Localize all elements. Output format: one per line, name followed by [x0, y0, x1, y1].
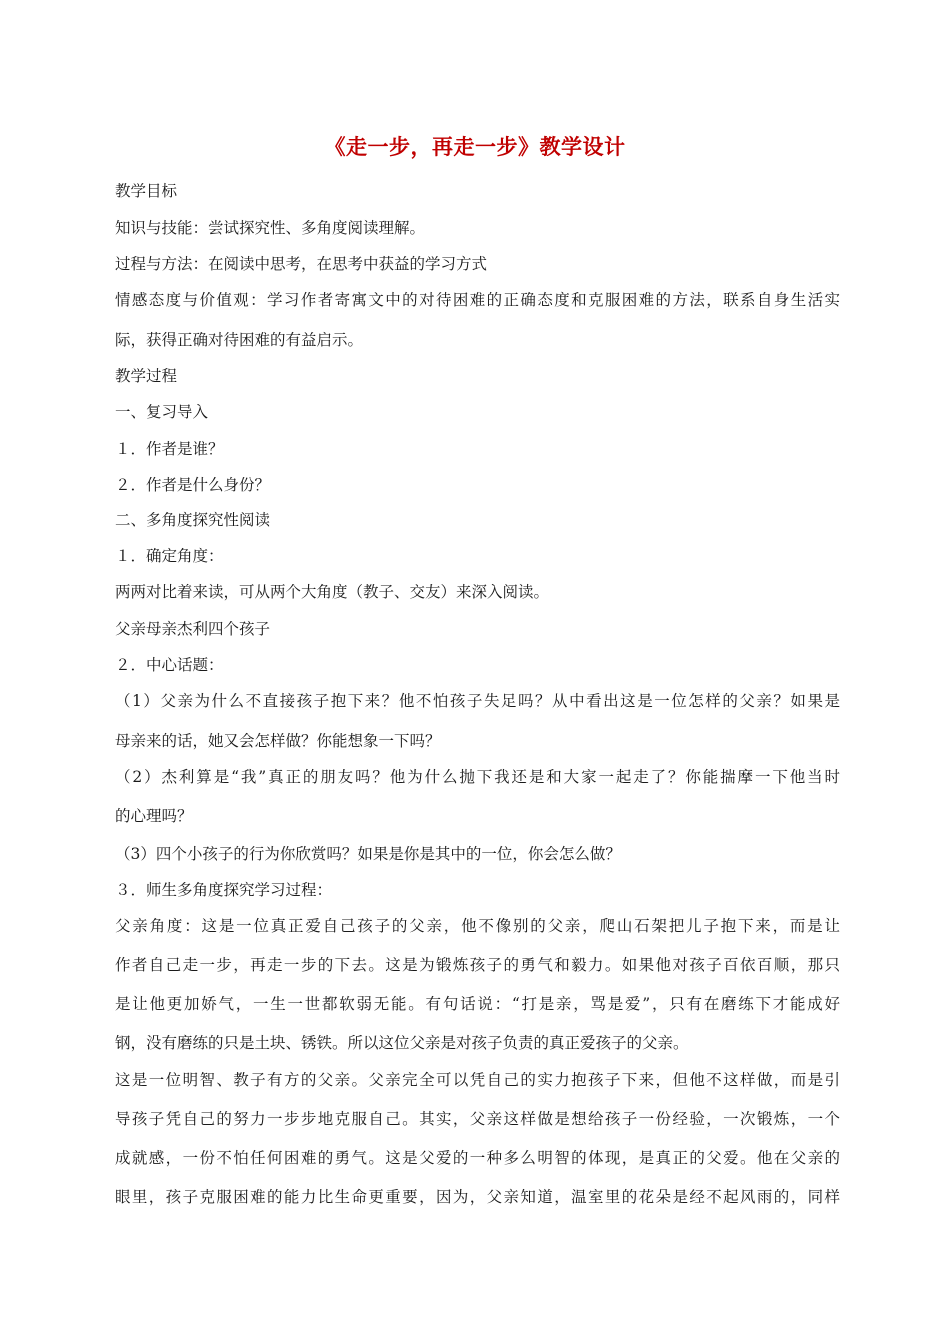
text-line: １．确定角度：: [115, 547, 224, 565]
text-line: 一、复习导入: [115, 403, 209, 421]
text-line: ２．作者是什么身份？: [115, 476, 271, 494]
text-line: 际，获得正确对待困难的有益启示。: [115, 331, 364, 349]
document-title: 《走一步，再走一步》教学设计: [324, 134, 626, 159]
text-line: 两两对比着来读，可从两个大角度（教子、交友）来深入阅读。: [115, 583, 550, 601]
text-line: 二、多角度探究性阅读: [115, 511, 271, 529]
text-line: 父亲角度：这是一位真正爱自己孩子的父亲，他不像别的父亲，爬山石架把儿子抱下来，而是让: [115, 917, 840, 935]
text-line: （3）四个小孩子的行为你欣赏吗？如果是你是其中的一位，你会怎么做？: [115, 845, 621, 863]
text-line: 知识与技能：尝试探究性、多角度阅读理解。: [115, 219, 426, 237]
text-line: 情感态度与价值观：学习作者寄寓文中的对待困难的正确态度和克服困难的方法，联系自身生活实: [115, 291, 840, 309]
text-line: 成就感，一份不怕任何困难的勇气。这是父爱的一种多么明智的体现，是真正的父爱。他在父亲的: [115, 1149, 840, 1167]
text-line: ２．中心话题：: [115, 656, 224, 674]
text-line: 这是一位明智、教子有方的父亲。父亲完全可以凭自己的实力抱孩子下来，但他不这样做，而是引: [115, 1071, 840, 1089]
text-line: 教学目标: [115, 182, 178, 200]
text-line: 的心理吗？: [115, 807, 193, 825]
text-line: 母亲来的话，她又会怎样做？你能想象一下吗？: [115, 732, 441, 750]
text-line: 是让他更加娇气，一生一世都软弱无能。有句话说：“打是亲，骂是爱”，只有在磨练下才能成好: [115, 995, 840, 1013]
text-line: 眼里，孩子克服困难的能力比生命更重要，因为，父亲知道，温室里的花朵是经不起风雨的，同样: [115, 1188, 840, 1206]
text-line: 教学过程: [115, 367, 178, 385]
text-line: 作者自己走一步，再走一步的下去。这是为锻炼孩子的勇气和毅力。如果他对孩子百依百顺，那只: [115, 956, 840, 974]
text-line: ３．师生多角度探究学习过程：: [115, 881, 333, 899]
text-line: 导孩子凭自己的努力一步步地克服自己。其实，父亲这样做是想给孩子一份经验，一次锻炼，一个: [115, 1110, 840, 1128]
text-line: 钢，没有磨练的只是土块、锈铁。所以这位父亲是对孩子负责的真正爱孩子的父亲。: [115, 1034, 689, 1052]
text-line: （1）父亲为什么不直接孩子抱下来？他不怕孩子失足吗？从中看出这是一位怎样的父亲？如果是: [115, 692, 840, 710]
text-line: 过程与方法：在阅读中思考，在思考中获益的学习方式: [115, 255, 488, 273]
text-line: １．作者是谁？: [115, 440, 224, 458]
text-line: 父亲母亲杰利四个孩子: [115, 620, 271, 638]
text-line: （2）杰利算是“我”真正的朋友吗？他为什么抛下我还是和大家一起走了？你能揣摩一下他当时: [115, 768, 840, 786]
